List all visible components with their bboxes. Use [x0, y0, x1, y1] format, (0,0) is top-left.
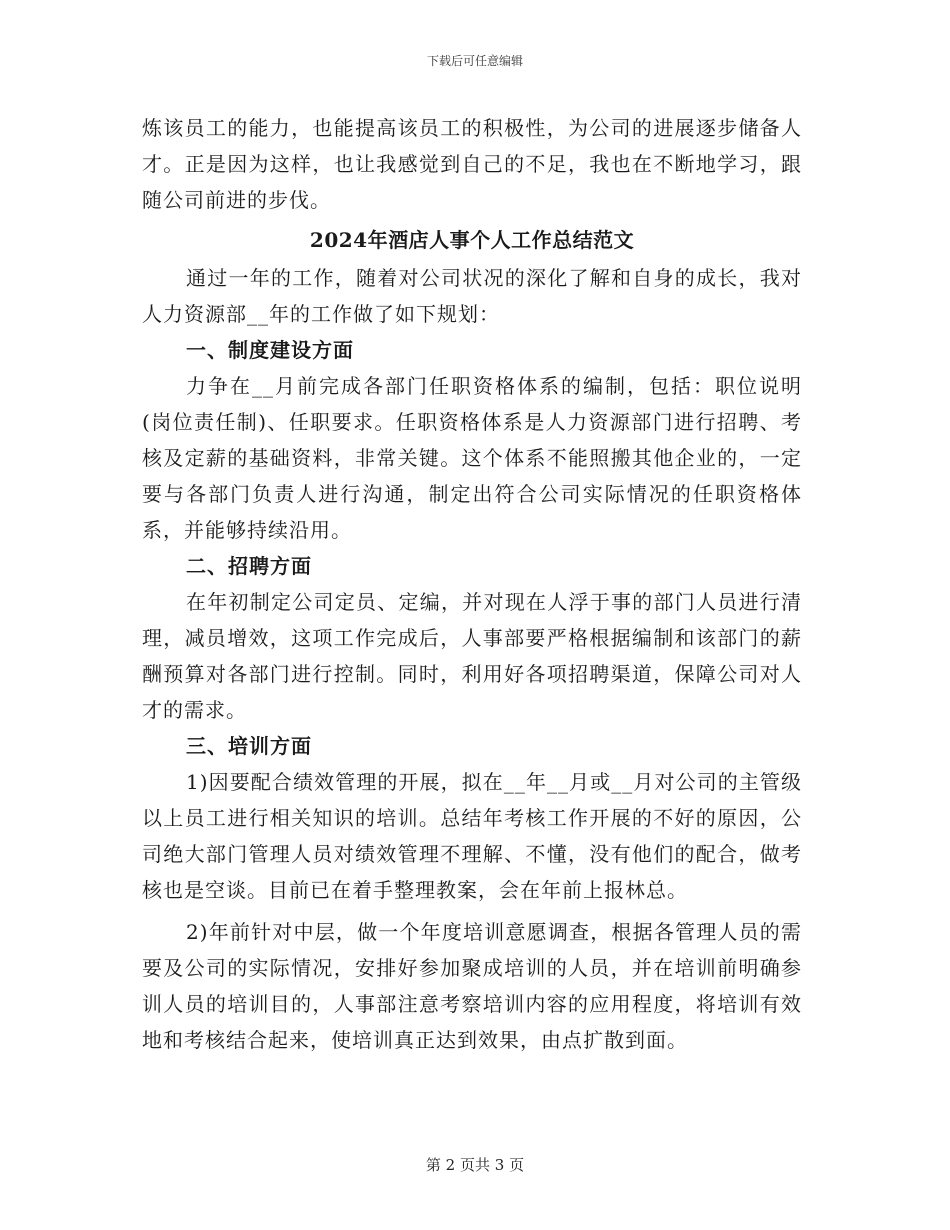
section-paragraph: 2)年前针对中层，做一个年度培训意愿调查，根据各管理人员的需要及公司的实际情况，安排好参加聚成培训的人员，并在培训前明确参训人员的培训目的，人事部注意考察培训内容的应用程度，将培训有效地和考核结合起来，使培训真正达到效果，由点扩散到面。 — [142, 920, 802, 1052]
section-paragraph: 在年初制定公司定员、定编，并对现在人浮于事的部门人员进行清理，减员增效，这项工作完成后，人事部要严格根据编制和该部门的薪酬预算对各部门进行控制。同时，利用好各项招聘渠道，保障公司对人才的需求。 — [142, 590, 802, 722]
section-paragraph: 1)因要配合绩效管理的开展，拟在__年__月或__月对公司的主管级以上员工进行相关知识的培训。总结年考核工作开展的不好的原因，公司绝大部门管理人员对绩效管理不理解、不懂，没有他们的配合，做考核也是空谈。目前已在着手整理教案，会在年前上报林总。 — [142, 770, 802, 902]
section-heading-system: 一、制度建设方面 — [186, 338, 354, 362]
section-heading-recruitment: 二、招聘方面 — [186, 554, 312, 578]
document-body — [142, 110, 802, 1058]
page-footer: 第 2 页共 3 页 — [425, 1156, 525, 1174]
section-paragraph: 力争在__月前完成各部门任职资格体系的编制，包括：职位说明(岗位责任制)、任职要求。任职资格体系是人力资源部门进行招聘、考核及定薪的基础资料，非常关键。这个体系不能照搬其他企业的，一定要与各部门负责人进行沟通，制定出符合公司实际情况的任职资格体系，并能够持续沿用。 — [142, 374, 802, 542]
document-title: 2024年酒店人事个人工作总结范文 — [309, 228, 635, 252]
intro-paragraph: 通过一年的工作，随着对公司状况的深化了解和自身的成长，我对人力资源部__年的工作做了如下规划： — [142, 266, 802, 326]
page-header: 下载后可任意编辑 — [426, 54, 523, 68]
continuation-paragraph: 炼该员工的能力，也能提高该员工的积极性，为公司的进展逐步储备人才。正是因为这样，也让我感觉到自己的不足，我也在不断地学习，跟随公司前进的步伐。 — [142, 116, 802, 212]
section-heading-training: 三、培训方面 — [186, 734, 312, 758]
